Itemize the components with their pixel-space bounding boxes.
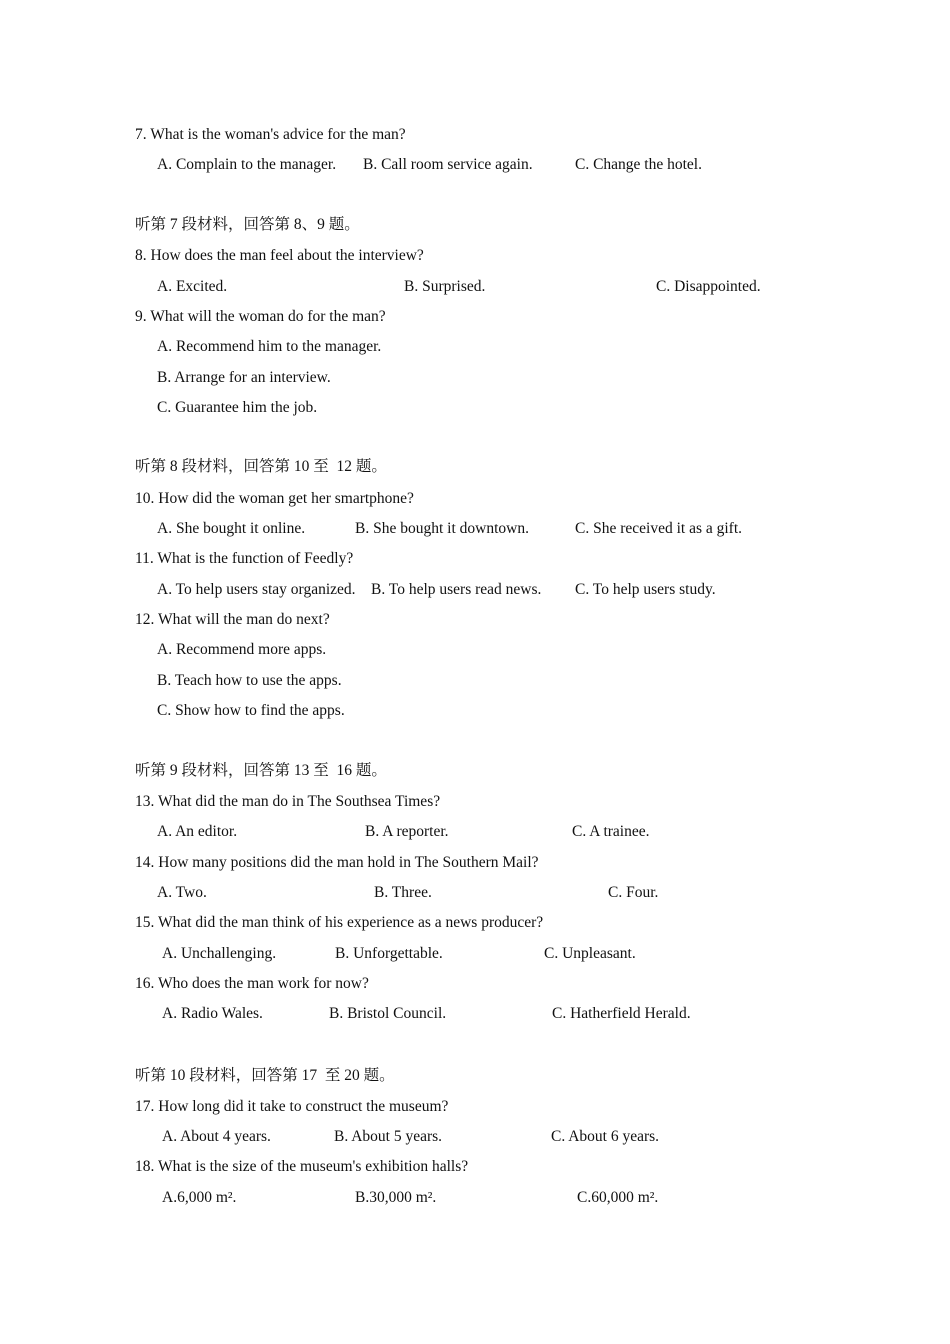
question-18-option-b: B.30,000 m². [355,1189,437,1206]
question-7-option-a: A. Complain to the manager. [157,156,337,173]
question-9-option-b: B. Arrange for an interview. [157,369,331,386]
question-10-stem: 10. How did the woman get her smartphone? [135,490,414,507]
question-17-stem: 17. How long did it take to construct the museum? [135,1098,449,1115]
question-11-stem: 11. What is the function of Feedly? [135,550,354,567]
question-18-stem: 18. What is the size of the museum's exhibition halls? [135,1158,469,1175]
question-7-stem: 7. What is the woman's advice for the man? [135,126,406,143]
question-16-option-a: A. Radio Wales. [162,1005,263,1022]
question-16-option-c: C. Hatherfield Herald. [552,1005,691,1022]
question-14-option-c: C. Four. [608,884,659,901]
question-18-option-c: C.60,000 m². [577,1189,659,1206]
question-11-option-c: C. To help users study. [575,581,716,598]
question-8-option-a: A. Excited. [157,278,228,295]
question-12-option-b: B. Teach how to use the apps. [157,672,342,689]
question-18-option-a: A.6,000 m². [162,1189,237,1206]
question-8-option-c: C. Disappointed. [656,278,761,295]
question-12-stem: 12. What will the man do next? [135,611,330,628]
question-9-stem: 9. What will the woman do for the man? [135,308,386,325]
question-14-stem: 14. How many positions did the man hold in The Southern Mail? [135,854,539,871]
question-12-option-a: A. Recommend more apps. [157,641,327,658]
question-11-option-b: B. To help users read news. [371,581,542,598]
question-8-option-b: B. Surprised. [404,278,486,295]
section-8-heading: 听第 8 段材料，回答第 10 至 12 题。 [135,458,387,475]
question-16-option-b: B. Bristol Council. [329,1005,447,1022]
section-9-heading: 听第 9 段材料，回答第 13 至 16 题。 [135,762,387,779]
question-9-option-c: C. Guarantee him the job. [157,399,318,416]
question-13-option-a: A. An editor. [157,823,238,840]
question-13-option-c: C. A trainee. [572,823,650,840]
question-15-option-b: B. Unforgettable. [335,945,443,962]
question-17-option-a: A. About 4 years. [162,1128,271,1145]
question-10-option-a: A. She bought it online. [157,520,306,537]
question-10-option-b: B. She bought it downtown. [355,520,529,537]
question-15-stem: 15. What did the man think of his experience as a news producer? [135,914,544,931]
question-7-option-c: C. Change the hotel. [575,156,702,173]
question-17-option-b: B. About 5 years. [334,1128,443,1145]
question-17-option-c: C. About 6 years. [551,1128,660,1145]
question-15-option-c: C. Unpleasant. [544,945,636,962]
question-13-stem: 13. What did the man do in The Southsea Times? [135,793,441,810]
question-13-option-b: B. A reporter. [365,823,449,840]
question-11-option-a: A. To help users stay organized. [157,581,356,598]
question-8-stem: 8. How does the man feel about the interview? [135,247,424,264]
question-14-option-b: B. Three. [374,884,432,901]
question-10-option-c: C. She received it as a gift. [575,520,743,537]
section-10-heading: 听第 10 段材料，回答第 17 至 20 题。 [135,1067,395,1084]
question-7-option-b: B. Call room service again. [363,156,533,173]
question-9-option-a: A. Recommend him to the manager. [157,338,382,355]
question-15-option-a: A. Unchallenging. [162,945,277,962]
question-12-option-c: C. Show how to find the apps. [157,702,345,719]
question-14-option-a: A. Two. [157,884,207,901]
question-16-stem: 16. Who does the man work for now? [135,975,369,992]
section-7-heading: 听第 7 段材料，回答第 8、9 题。 [135,216,360,233]
